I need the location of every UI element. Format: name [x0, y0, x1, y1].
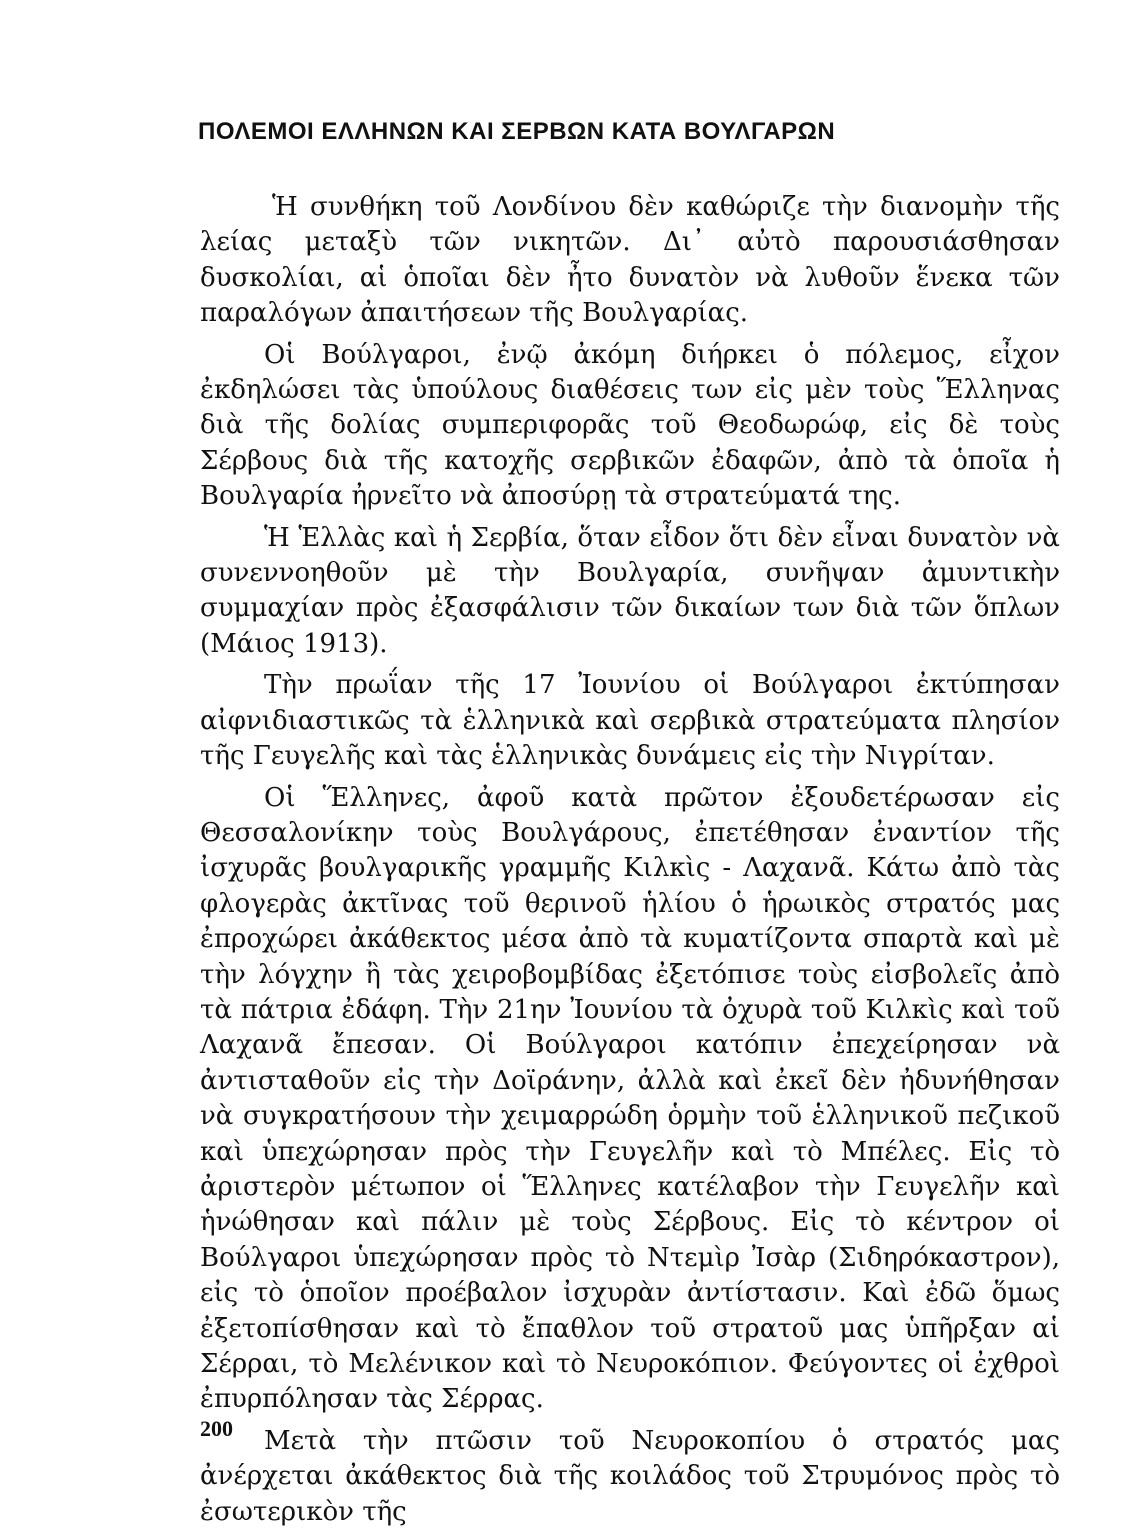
- paragraph-treaty-of-london: Ἡ συνθήκη τοῦ Λονδίνου δὲν καθώριζε τὴν διανομὴν τῆς λείας μεταξὺ τῶν νικητῶν. Δι᾽ αὐτὸ παρουσιάσθησαν δυσκολίαι, αἱ ὁποῖαι δὲν ἦτο δυνατὸν νὰ λυθοῦν ἕνεκα τῶν παραλόγων ἀπαιτήσεων τῆς Βουλγαρίας.: [200, 192, 1060, 329]
- paragraph-bulgarian-attack: Τὴν πρωΐαν τῆς 17 Ἰουνίου οἱ Βούλγαροι ἐκτύπησαν αἰφνιδιαστικῶς τὰ ἑλληνικὰ καὶ σερβικὰ στρατεύματα πλησίον τῆς Γευγελῆς καὶ τὰς ἑλληνικὰς δυνάμεις εἰς τὴν Νιγρίταν.: [200, 670, 1060, 772]
- body-text: [200, 190, 1060, 1530]
- page-number: 200: [200, 1416, 233, 1441]
- paragraph-nevrokopi: Μετὰ τὴν πτῶσιν τοῦ Νευροκοπίου ὁ στρατός μας ἀνέρχεται ἀκάθεκτος διὰ τῆς κοιλάδος τοῦ Στρυμόνος πρὸς τὸ ἐσωτερικὸν τῆς: [200, 1425, 1060, 1527]
- paragraph-kilkis-lachanas: Οἱ Ἕλληνες, ἀφοῦ κατὰ πρῶτον ἐξουδετέρωσαν εἰς Θεσσαλονίκην τοὺς Βουλγάρους, ἐπετέθησαν ἐναντίον τῆς ἰσχυρᾶς βουλγαρικῆς γραμμῆς Κιλκὶς - Λαχανᾶ. Κάτω ἀπὸ τὰς φλογερὰς ἀκτῖνας τοῦ θερινοῦ ἡλίου ὁ ἡρωικὸς στρατός μας ἐπροχώρει ἀκάθεκτος μέσα ἀπὸ τὰ κυματίζοντα σπαρτὰ καὶ μὲ τὴν λόγχην ἢ τὰς χειροβομβίδας ἐξετόπισε τοὺς εἰσβολεῖς ἀπὸ τὰ πάτρια ἐδάφη. Τὴν 21ην Ἰουνίου τὰ ὀχυρὰ τοῦ Κιλκὶς καὶ τοῦ Λαχανᾶ ἔπεσαν. Οἱ Βούλγαροι κατόπιν ἐπεχείρησαν νὰ ἀντισταθοῦν εἰς τὴν Δοϊράνην, ἀλλὰ καὶ ἐκεῖ δὲν ἠδυνήθησαν νὰ συγκρατήσουν τὴν χειμαρρώδη ὁρμὴν τοῦ ἑλληνικοῦ πεζικοῦ καὶ ὑπεχώρησαν πρὸς τὴν Γευγελῆν καὶ τὸ Μπέλες. Εἰς τὸ ἀριστερὸν μέτωπον οἱ Ἕλληνες κατέλαβον τὴν Γευγελῆν καὶ ἡνώθησαν καὶ πάλιν μὲ τοὺς Σέρβους. Εἰς τὸ κέντρον οἱ Βούλγαροι ὑπεχώρησαν πρὸς τὸ Ντεμὶρ Ἰσὰρ (Σιδηρόκαστρον), εἰς τὸ ὁποῖον προέβαλον ἰσχυρὰν ἀντίστασιν. Καὶ ἐδῶ ὅμως ἐξετοπίσθησαν καὶ τὸ ἔπαθλον τοῦ στρατοῦ μας ὑπῆρξαν αἱ Σέρραι, τὸ Μελένικον καὶ τὸ Νευροκόπιον. Φεύγοντες οἱ ἐχθροὶ ἐπυρπόλησαν τὰς Σέρρας.: [200, 782, 1060, 1415]
- page-title: ΠΟΛΕΜΟΙ ΕΛΛΗΝΩΝ ΚΑΙ ΣΕΡΒΩΝ ΚΑΤΑ ΒΟΥΛΓΑΡΩΝ: [198, 118, 836, 145]
- paragraph-greek-serbian-alliance: Ἡ Ἑλλὰς καὶ ἡ Σερβία, ὅταν εἶδον ὅτι δὲν εἶναι δυνατὸν νὰ συνεννοηθοῦν μὲ τὴν Βουλγαρία, συνῆψαν ἀμυντικὴν συμμαχίαν πρὸς ἐξασφάλισιν τῶν δικαίων των διὰ τῶν ὅπλων (Μάιος 1913).: [200, 522, 1060, 659]
- paragraph-bulgarian-intentions: Οἱ Βούλγαροι, ἐνῷ ἀκόμη διήρκει ὁ πόλεμος, εἶχον ἐκδηλώσει τὰς ὑπούλους διαθέσεις των εἰς μὲν τοὺς Ἕλληνας διὰ τῆς δολίας συμπεριφορᾶς τοῦ Θεοδωρώφ, εἰς δὲ τοὺς Σέρβους διὰ τῆς κατοχῆς σερβικῶν ἐδαφῶν, ἀπὸ τὰ ὁποῖα ἡ Βουλγαρία ἠρνεῖτο νὰ ἀποσύρῃ τὰ στρατεύματά της.: [200, 339, 1060, 512]
